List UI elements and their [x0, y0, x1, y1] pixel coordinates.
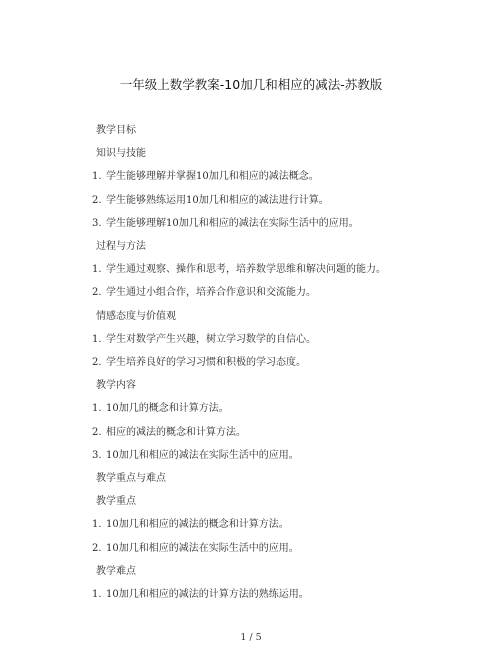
- list-item: [92, 518, 289, 531]
- list-item: [92, 426, 246, 439]
- list-item-number: 2.: [92, 357, 102, 368]
- list-item: [92, 449, 299, 462]
- list-item: [92, 286, 316, 299]
- list-item-number: 2.: [92, 194, 102, 206]
- list-item-number: 1.: [92, 589, 102, 600]
- section-heading: 教学目标: [96, 125, 136, 136]
- list-item: [92, 263, 386, 276]
- list-item-text: 学生通过小组合作，培养合作意识和交流能力。: [106, 287, 316, 299]
- list-item-text: 相应的减法的概念和计算方法。: [106, 426, 246, 438]
- section-heading: 教学难点: [96, 565, 136, 577]
- page-number: 1 / 5: [240, 632, 262, 643]
- list-item-number: 2.: [92, 426, 102, 438]
- list-item-text: 学生培养良好的学习习惯和积极的学习态度。: [106, 357, 306, 368]
- list-item-text: 学生能够理解10加几和相应的减法在实际生活中的应用。: [106, 217, 359, 229]
- list-item-text: 10加几和相应的减法在实际生活中的应用。: [106, 542, 299, 554]
- list-item-text: 学生对数学产生兴趣，树立学习数学的自信心。: [106, 333, 316, 345]
- list-item-text: 学生能够理解并掌握10加几和相应的减法概念。: [106, 171, 319, 183]
- section-heading: 知识与技能: [96, 148, 146, 160]
- list-item-text: 10加几和相应的减法的计算方法的熟练运用。: [106, 589, 309, 600]
- list-item-text: 学生通过观察、操作和思考，培养数学思维和解决问题的能力。: [106, 264, 386, 276]
- list-item-number: 2.: [92, 287, 102, 299]
- list-item: [92, 194, 329, 207]
- list-item-text: 10加几和相应的减法在实际生活中的应用。: [106, 449, 299, 461]
- list-item: [92, 356, 306, 369]
- list-item-number: 1.: [92, 519, 102, 531]
- list-item: [92, 588, 309, 601]
- list-item-number: 1.: [92, 264, 102, 276]
- list-item: [92, 402, 229, 415]
- list-item-text: 学生能够熟练运用10加几和相应的减法进行计算。: [106, 194, 329, 206]
- section-heading: 情感态度与价值观: [96, 310, 176, 322]
- section-heading: 教学内容: [96, 380, 136, 392]
- section-heading: 过程与方法: [96, 241, 146, 252]
- list-item-number: 1.: [92, 171, 102, 183]
- list-item: [92, 170, 319, 183]
- list-item-number: 3.: [92, 449, 102, 461]
- list-item: [92, 217, 359, 230]
- list-item-text: 10加几的概念和计算方法。: [106, 403, 229, 415]
- list-item-number: 1.: [92, 403, 102, 415]
- list-item-text: 10加几和相应的减法的概念和计算方法。: [106, 519, 289, 531]
- list-item-number: 3.: [92, 217, 102, 229]
- section-heading: 教学重点与难点: [96, 473, 166, 484]
- list-item-number: 2.: [92, 542, 102, 554]
- section-heading: 教学重点: [96, 496, 136, 508]
- page-title: 一年级上数学教案-10加几和相应的减法-苏教版: [119, 77, 383, 92]
- list-item-number: 1.: [92, 333, 102, 345]
- list-item: [92, 542, 299, 555]
- list-item: [92, 333, 316, 346]
